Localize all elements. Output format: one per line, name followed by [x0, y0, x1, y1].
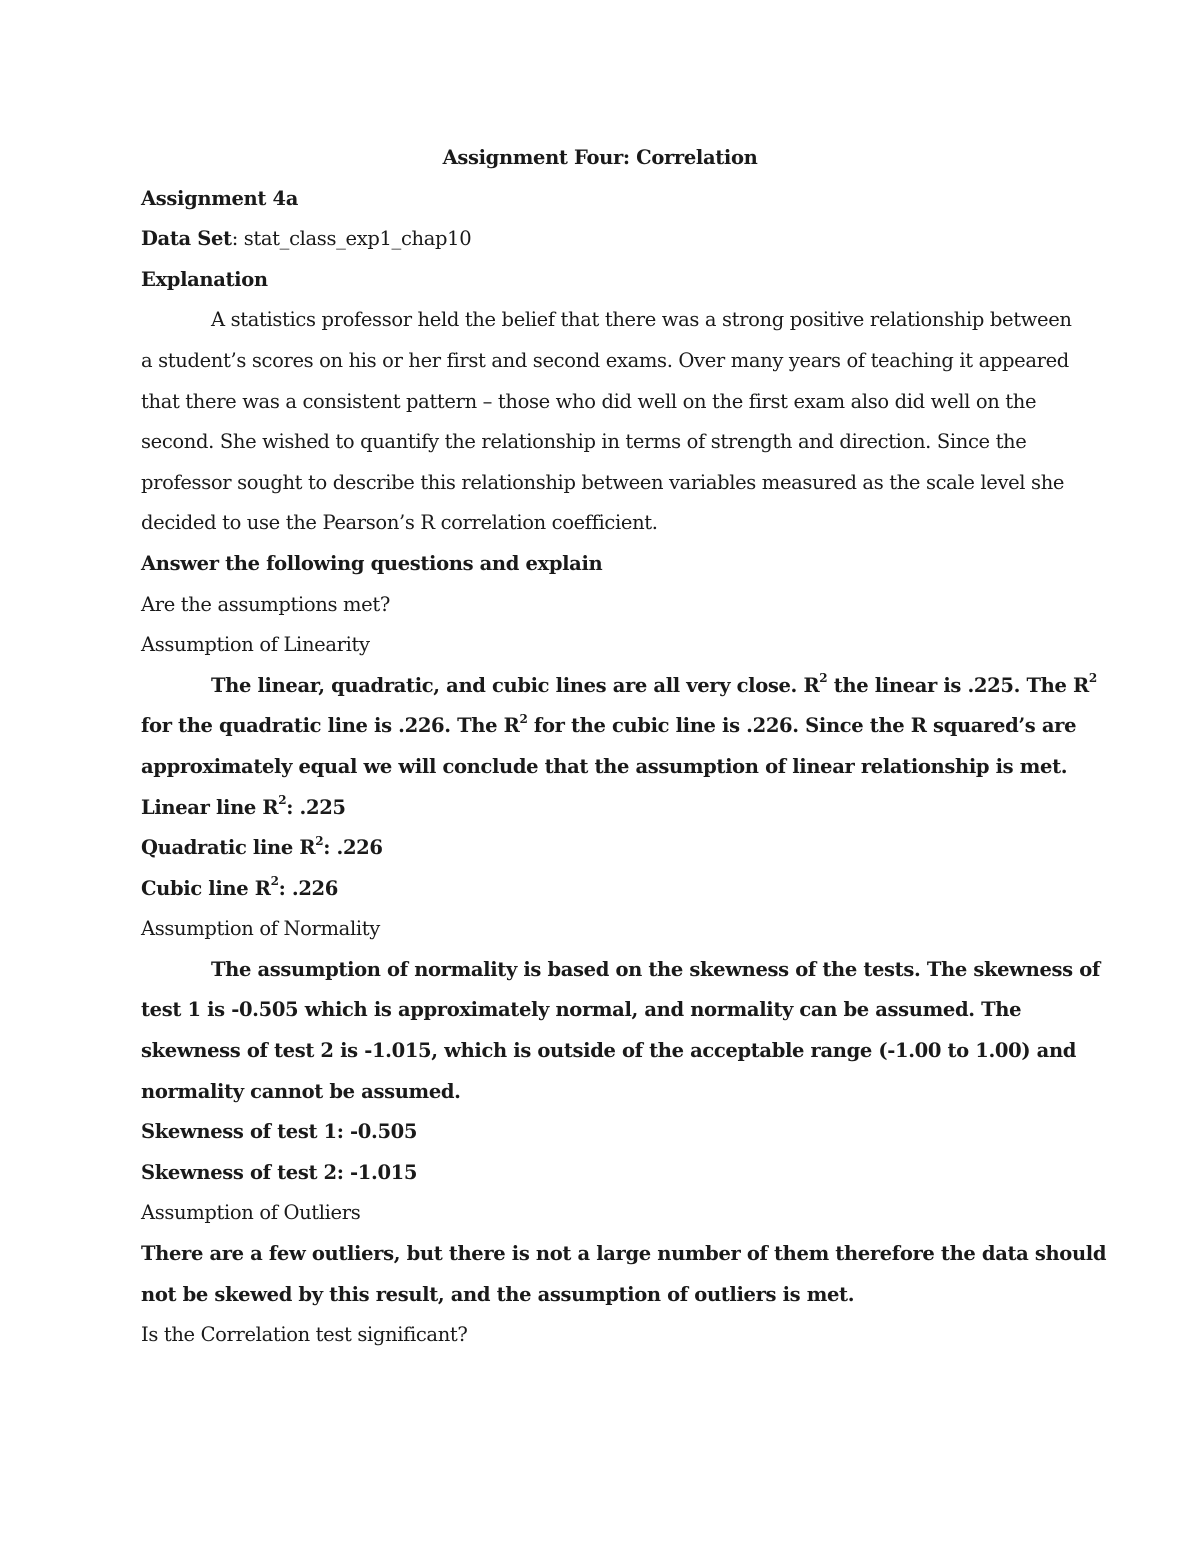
skewness-test-2: Skewness of test 2: -1.015 — [141, 1160, 418, 1184]
explanation-line: decided to use the Pearson’s R correlation coefficient. — [141, 511, 658, 535]
cubic-r2-value: : .226 — [278, 876, 338, 900]
explanation-line: that there was a consistent pattern – those who did well on the first exam also did well on the — [141, 389, 1037, 413]
linear-r2-value: : .225 — [286, 795, 346, 819]
superscript-2: 2 — [519, 711, 528, 726]
superscript-2: 2 — [270, 874, 279, 889]
data-set-label: Data Set — [141, 227, 232, 251]
linearity-answer-line: approximately equal we will conclude that the assumption of linear relationship is met. — [141, 754, 1068, 778]
question-assumptions: Are the assumptions met? — [141, 592, 390, 616]
linearity-text: for the quadratic line is .226. The R — [141, 714, 520, 738]
data-set-line — [141, 219, 1061, 260]
linearity-text: for the cubic line is .226. Since the R squared’s are — [527, 714, 1077, 738]
linearity-heading: Assumption of Linearity — [141, 633, 370, 657]
quadratic-r2-line — [141, 828, 1061, 869]
superscript-2: 2 — [278, 793, 287, 807]
data-set-separator: : — [231, 227, 244, 251]
outliers-answer-line: There are a few outliers, but there is not a large number of them therefore the data should — [141, 1242, 1107, 1266]
linearity-text: The linear, quadratic, and cubic lines are all very close. R — [211, 673, 820, 697]
quadratic-r2-value: : .226 — [323, 836, 383, 860]
document-page — [141, 138, 1107, 1356]
normality-answer-line: The assumption of normality is based on the skewness of the tests. The skewness of — [211, 957, 1100, 981]
section-heading-4a: Assignment 4a — [141, 186, 298, 210]
superscript-2: 2 — [1088, 671, 1097, 686]
explanation-line: a student’s scores on his or her first and second exams. Over many years of teaching it appeared — [141, 348, 1069, 372]
linearity-text: the linear is .225. The R — [827, 673, 1089, 697]
normality-answer-line: test 1 is -0.505 which is approximately normal, and normality can be assumed. The — [141, 998, 1022, 1022]
cubic-r2-line — [141, 869, 1061, 910]
normality-answer-line: skewness of test 2 is -1.015, which is outside of the acceptable range (-1.00 to 1.00) and — [141, 1039, 1077, 1063]
outliers-answer-line: not be skewed by this result, and the assumption of outliers is met. — [141, 1282, 855, 1306]
explanation-heading: Explanation — [141, 267, 268, 291]
linear-r2-label: Linear line R — [141, 795, 279, 819]
normality-answer-line: normality cannot be assumed. — [141, 1079, 461, 1103]
linearity-answer-line — [141, 666, 1097, 707]
linear-r2-line — [141, 788, 1061, 829]
quadratic-r2-label: Quadratic line R — [141, 836, 316, 860]
superscript-2: 2 — [819, 671, 828, 686]
questions-heading: Answer the following questions and explain — [141, 551, 603, 575]
question-significant: Is the Correlation test significant? — [141, 1323, 468, 1347]
outliers-heading: Assumption of Outliers — [141, 1201, 361, 1225]
explanation-line: second. She wished to quantify the relationship in terms of strength and direction. Since the — [141, 430, 1027, 454]
document-title: Assignment Four: Correlation — [442, 146, 758, 169]
data-set-value: stat_class_exp1_chap10 — [243, 227, 472, 251]
normality-heading: Assumption of Normality — [141, 917, 380, 941]
cubic-r2-label: Cubic line R — [141, 876, 271, 900]
skewness-test-1: Skewness of test 1: -0.505 — [141, 1120, 418, 1144]
linearity-answer-line — [141, 706, 1077, 747]
explanation-line: professor sought to describe this relationship between variables measured as the scale level she — [141, 470, 1065, 494]
explanation-line: A statistics professor held the belief that there was a strong positive relationship between — [211, 308, 1072, 332]
superscript-2: 2 — [315, 833, 324, 848]
